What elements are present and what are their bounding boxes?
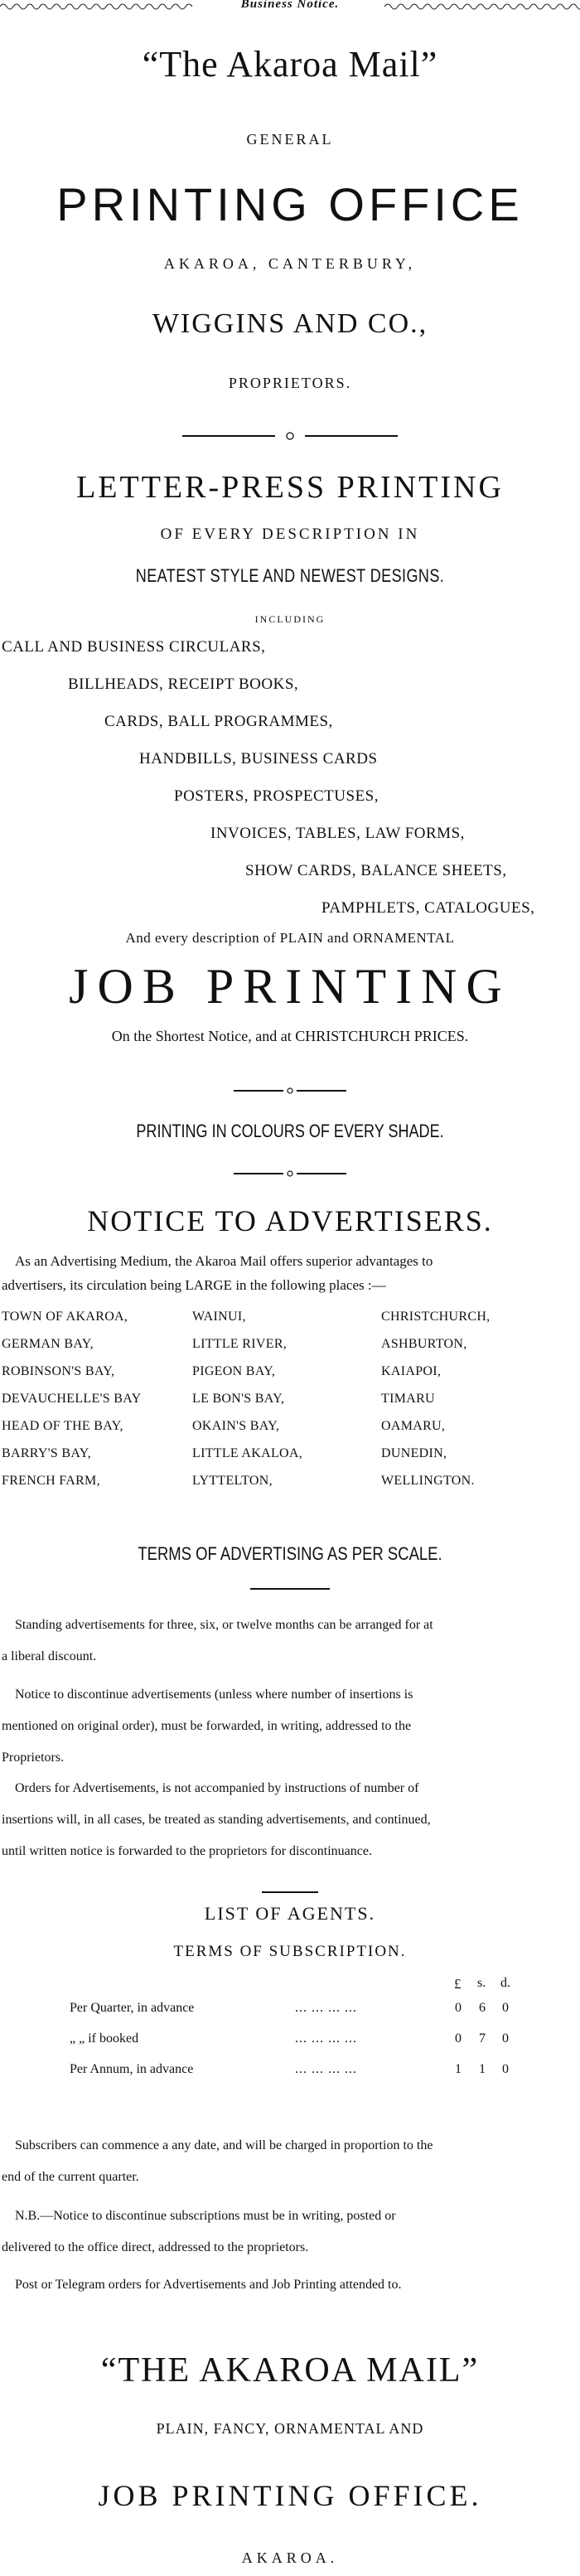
advertisers-intro-2: advertisers, its circulation being LARGE in the following places :— xyxy=(2,1277,386,1293)
colours-heading: PRINTING IN COLOURS OF EVERY SHADE. xyxy=(136,1121,444,1141)
location-label: AKAROA, CANTERBURY, xyxy=(163,255,417,272)
general-label: GENERAL xyxy=(246,131,334,148)
paragraph-line: Orders for Advertisements, is not accompanied by instructions of number of xyxy=(15,1781,419,1795)
subscription-shillings: 6 xyxy=(479,2001,486,2015)
place-name: CHRISTCHURCH, xyxy=(381,1310,491,1324)
paragraph-line: N.B.—Notice to discontinue subscriptions must be in writing, posted or xyxy=(15,2209,396,2223)
item-posters: POSTERS, PROSPECTUSES, xyxy=(174,787,379,805)
subscription-pence: 0 xyxy=(502,2031,509,2046)
shortest-notice-line: On the Shortest Notice, and at CHRISTCHURCH PRICES. xyxy=(111,1028,469,1044)
rule-2 xyxy=(262,1891,318,1893)
item-show-cards: SHOW CARDS, BALANCE SHEETS, xyxy=(245,862,507,879)
place-name: FRENCH FARM, xyxy=(2,1474,100,1488)
paragraph-line: Post or Telegram orders for Advertisements and Job Printing attended to. xyxy=(15,2278,402,2292)
place-name: LITTLE RIVER, xyxy=(192,1337,288,1351)
subscription-shillings: 7 xyxy=(479,2031,486,2046)
place-name: WELLINGTON. xyxy=(381,1474,475,1488)
advertisers-heading: NOTICE TO ADVERTISERS. xyxy=(87,1204,493,1237)
place-name: LE BON'S BAY, xyxy=(192,1392,285,1406)
subscription-leader-dots: ... ... ... ... xyxy=(295,2031,357,2046)
place-name: PIGEON BAY, xyxy=(192,1364,276,1378)
currency-shilling: s. xyxy=(477,1976,486,1990)
subscription-label: „ „ if booked xyxy=(70,2031,139,2046)
currency-pence: d. xyxy=(500,1976,510,1990)
place-name: LYTTELTON, xyxy=(192,1474,273,1488)
subscription-pounds: 0 xyxy=(455,2031,462,2046)
advertisers-intro-1: As an Advertising Medium, the Akaroa Mail offers superior advantages to xyxy=(15,1253,433,1269)
subscription-shillings: 1 xyxy=(479,2062,486,2076)
terms-heading: TERMS OF ADVERTISING AS PER SCALE. xyxy=(138,1543,442,1564)
paragraph-line: Proprietors. xyxy=(2,1750,65,1765)
paragraph-line: insertions will, in all cases, be treated as standing advertisements, and continued, xyxy=(2,1813,431,1827)
place-name: TOWN OF AKAROA, xyxy=(2,1310,128,1324)
proprietors-label: PROPRIETORS. xyxy=(228,375,352,391)
letterpress-sub2: NEATEST STYLE AND NEWEST DESIGNS. xyxy=(135,565,445,586)
place-name: LITTLE AKALOA, xyxy=(192,1446,303,1460)
paragraph-line: Notice to discontinue advertisements (unless where number of insertions is xyxy=(15,1687,413,1702)
place-name: OAMARU, xyxy=(381,1419,446,1433)
subscription-leader-dots: ... ... ... ... xyxy=(295,2001,357,2015)
place-name: GERMAN BAY, xyxy=(2,1337,94,1351)
subscription-pence: 0 xyxy=(502,2001,509,2015)
subscription-pounds: 1 xyxy=(455,2062,462,2076)
rule-1 xyxy=(250,1588,330,1590)
place-name: TIMARU xyxy=(381,1392,435,1406)
place-name: ROBINSON'S BAY, xyxy=(2,1364,115,1378)
subscription-label: Per Annum, in advance xyxy=(70,2062,194,2076)
footer-location: AKAROA. xyxy=(241,2549,339,2566)
letterpress-sub1: OF EVERY DESCRIPTION IN xyxy=(160,525,420,543)
place-name: WAINUI, xyxy=(192,1310,246,1324)
place-name: HEAD OF THE BAY, xyxy=(2,1419,123,1433)
paragraph-line: Subscribers can commence a any date, and will be charged in proportion to the xyxy=(15,2138,433,2152)
item-pamphlets: PAMPHLETS, CATALOGUES, xyxy=(321,899,535,917)
owners-name: WIGGINS AND CO., xyxy=(152,308,428,339)
printing-office-heading: PRINTING OFFICE xyxy=(56,178,524,230)
place-name: BARRY'S BAY, xyxy=(2,1446,91,1460)
footer-title: “THE AKAROA MAIL” xyxy=(100,2351,480,2390)
footer-sub: PLAIN, FANCY, ORNAMENTAL AND xyxy=(156,2420,424,2437)
item-cards: CARDS, BALL PROGRAMMES, xyxy=(104,713,333,730)
paragraph-line: Standing advertisements for three, six, or twelve months can be arranged for at xyxy=(15,1618,433,1632)
item-handbills: HANDBILLS, BUSINESS CARDS xyxy=(139,750,378,767)
item-invoices: INVOICES, TABLES, LAW FORMS, xyxy=(210,825,465,842)
place-name: OKAIN'S BAY, xyxy=(192,1419,280,1433)
currency-pound: £ xyxy=(454,1976,462,1992)
business-notice-heading: Business Notice. xyxy=(240,0,340,11)
paragraph-line: delivered to the office direct, addressed to the proprietors. xyxy=(2,2240,309,2254)
place-name: KAIAPOI, xyxy=(381,1364,442,1378)
subscription-label: Per Quarter, in advance xyxy=(70,2001,195,2015)
job-printing-heading: JOB PRINTING xyxy=(69,959,511,1014)
paragraph-line: mentioned on original order), must be forwarded, in writing, addressed to the xyxy=(2,1719,412,1733)
subscription-pence: 0 xyxy=(502,2062,509,2076)
letterpress-heading: LETTER-PRESS PRINTING xyxy=(76,470,504,505)
agents-heading: LIST OF AGENTS. xyxy=(204,1903,376,1924)
place-name: ASHBURTON, xyxy=(381,1337,467,1351)
item-billheads: BILLHEADS, RECEIPT BOOKS, xyxy=(68,675,299,693)
item-call-business-circulars: CALL AND BUSINESS CIRCULARS, xyxy=(2,638,266,656)
subscription-leader-dots: ... ... ... ... xyxy=(295,2062,357,2076)
divider-2 xyxy=(234,1086,346,1096)
footer-office: JOB PRINTING OFFICE. xyxy=(98,2479,482,2512)
ornamental-divider xyxy=(182,430,398,442)
including-label: INCLUDING xyxy=(254,613,326,625)
paragraph-line: end of the current quarter. xyxy=(2,2170,139,2184)
place-name: DEVAUCHELLE'S BAY xyxy=(2,1392,142,1406)
place-name: DUNEDIN, xyxy=(381,1446,447,1460)
masthead-title: “The Akaroa Mail” xyxy=(142,44,438,85)
subscription-heading: TERMS OF SUBSCRIPTION. xyxy=(173,1943,407,1960)
divider-3 xyxy=(234,1169,346,1179)
paragraph-line: a liberal discount. xyxy=(2,1649,97,1663)
and-every-description: And every description of PLAIN and ORNAMENTAL xyxy=(125,930,455,946)
subscription-pounds: 0 xyxy=(455,2001,462,2015)
paragraph-line: until written notice is forwarded to the proprietors for discontinuance. xyxy=(2,1844,372,1858)
